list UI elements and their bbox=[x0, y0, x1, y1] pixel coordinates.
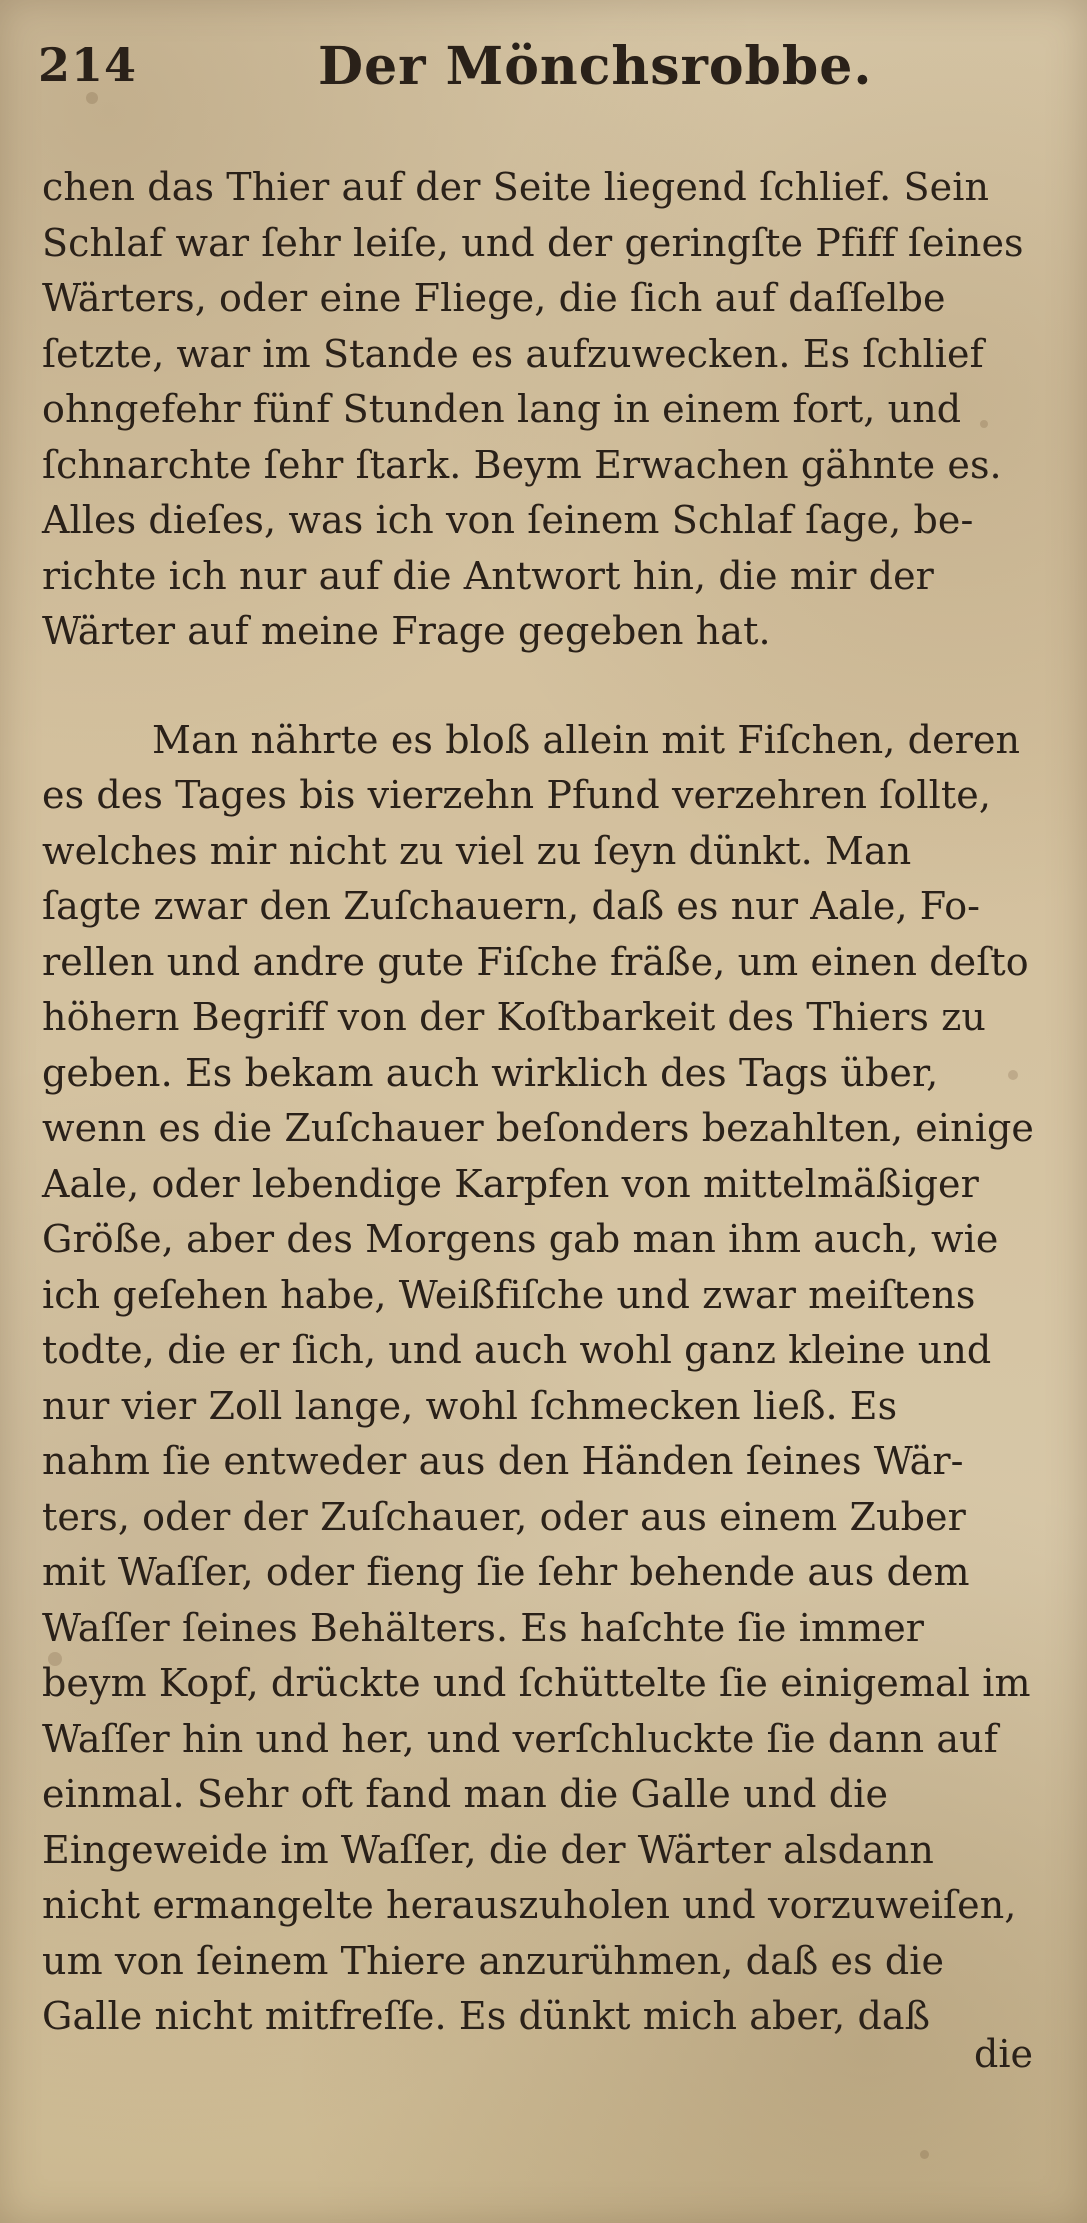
text-line: todte, die er ſich, und auch wohl ganz kleine und bbox=[42, 1328, 992, 1372]
text-line: Waſſer ſeines Behälters. Es haſchte ſie immer bbox=[42, 1605, 925, 1650]
text-line: mit Waſſer, oder fieng ſie ſehr behende aus dem bbox=[42, 1550, 970, 1594]
text-line: rellen und andre gute Fiſche fräße, um einen deſto bbox=[42, 939, 1029, 984]
text-line: höhern Begriff von der Koſtbarkeit des Thiers zu bbox=[42, 995, 986, 1039]
text-line: nicht ermangelte herauszuholen und vorzuweiſen, bbox=[42, 1883, 1017, 1927]
text-line: ters, oder der Zuſchauer, oder aus einem Zuber bbox=[42, 1494, 966, 1539]
text-line: wenn es die Zuſchauer beſonders bezahlten, einige bbox=[42, 1106, 1034, 1150]
catchword: die bbox=[974, 2032, 1033, 2076]
text-line: ſagte zwar den Zuſchauern, daß es nur Aale, Fo- bbox=[42, 884, 981, 928]
text-line: beym Kopf, drückte und ſchüttelte ſie einigemal im bbox=[42, 1661, 1031, 1705]
text-line: Größe, aber des Morgens gab man ihm auch, wie bbox=[42, 1217, 999, 1261]
text-line: Man nährte es bloß allein mit Fiſchen, deren bbox=[152, 717, 1021, 762]
text-line: es des Tages bis vierzehn Pfund verzehren ſollte, bbox=[42, 773, 992, 817]
text-line: Galle nicht mitfreſſe. Es dünkt mich aber, daß bbox=[42, 1994, 931, 2038]
text-line: Schlaf war ſehr leiſe, und der geringſte Pfiff ſeines bbox=[42, 220, 1024, 265]
text-line: ohngefehr fünf Stunden lang in einem fort, und bbox=[42, 387, 962, 431]
text-line: ſetzte, war im Stande es aufzuwecken. Es ſchlief bbox=[42, 331, 984, 376]
paragraph-1 bbox=[42, 160, 1050, 660]
text-line: Wärter auf meine Frage gegeben hat. bbox=[42, 609, 771, 653]
text-line: ich geſehen habe, Weißfiſche und zwar meiſtens bbox=[42, 1272, 976, 1317]
page-header bbox=[38, 28, 1049, 118]
text-line: einmal. Sehr oft fand man die Galle und die bbox=[42, 1772, 889, 1816]
main-text bbox=[42, 160, 1050, 2045]
paragraph-spacing bbox=[42, 660, 1050, 713]
text-line: Waſſer hin und her, und verſchluckte ſie dann auf bbox=[42, 1716, 998, 1761]
text-line: Eingeweide im Waſſer, die der Wärter alsdann bbox=[42, 1827, 935, 1872]
text-line: Aale, oder lebendige Karpfen von mittelmäßiger bbox=[42, 1161, 979, 1206]
text-line: chen das Thier auf der Seite liegend ſchlief. Sein bbox=[42, 165, 990, 209]
text-line: welches mir nicht zu viel zu ſeyn dünkt. Man bbox=[42, 828, 912, 873]
text-line: nahm ſie entweder aus den Händen ſeines Wär- bbox=[42, 1439, 964, 1483]
text-line: Wärters, oder eine Fliege, die ſich auf daſſelbe bbox=[42, 276, 946, 320]
paper-speck bbox=[920, 2150, 929, 2159]
text-line: um von ſeinem Thiere anzurühmen, daß es die bbox=[42, 1938, 945, 1983]
page-number: 214 bbox=[38, 38, 138, 92]
text-line: ſchnarchte ſehr ſtark. Beym Erwachen gähnte es. bbox=[42, 442, 1002, 487]
text-line: geben. Es bekam auch wirklich des Tags über, bbox=[42, 1050, 939, 1095]
text-line: richte ich nur auf die Antwort hin, die mir der bbox=[42, 553, 934, 598]
running-title: Der Mönchsrobbe. bbox=[318, 36, 873, 97]
paragraph-2 bbox=[42, 713, 1050, 2045]
text-line: Alles dieſes, was ich von ſeinem Schlaf ſage, be- bbox=[42, 498, 974, 542]
text-line: nur vier Zoll lange, wohl ſchmecken ließ. Es bbox=[42, 1383, 898, 1428]
